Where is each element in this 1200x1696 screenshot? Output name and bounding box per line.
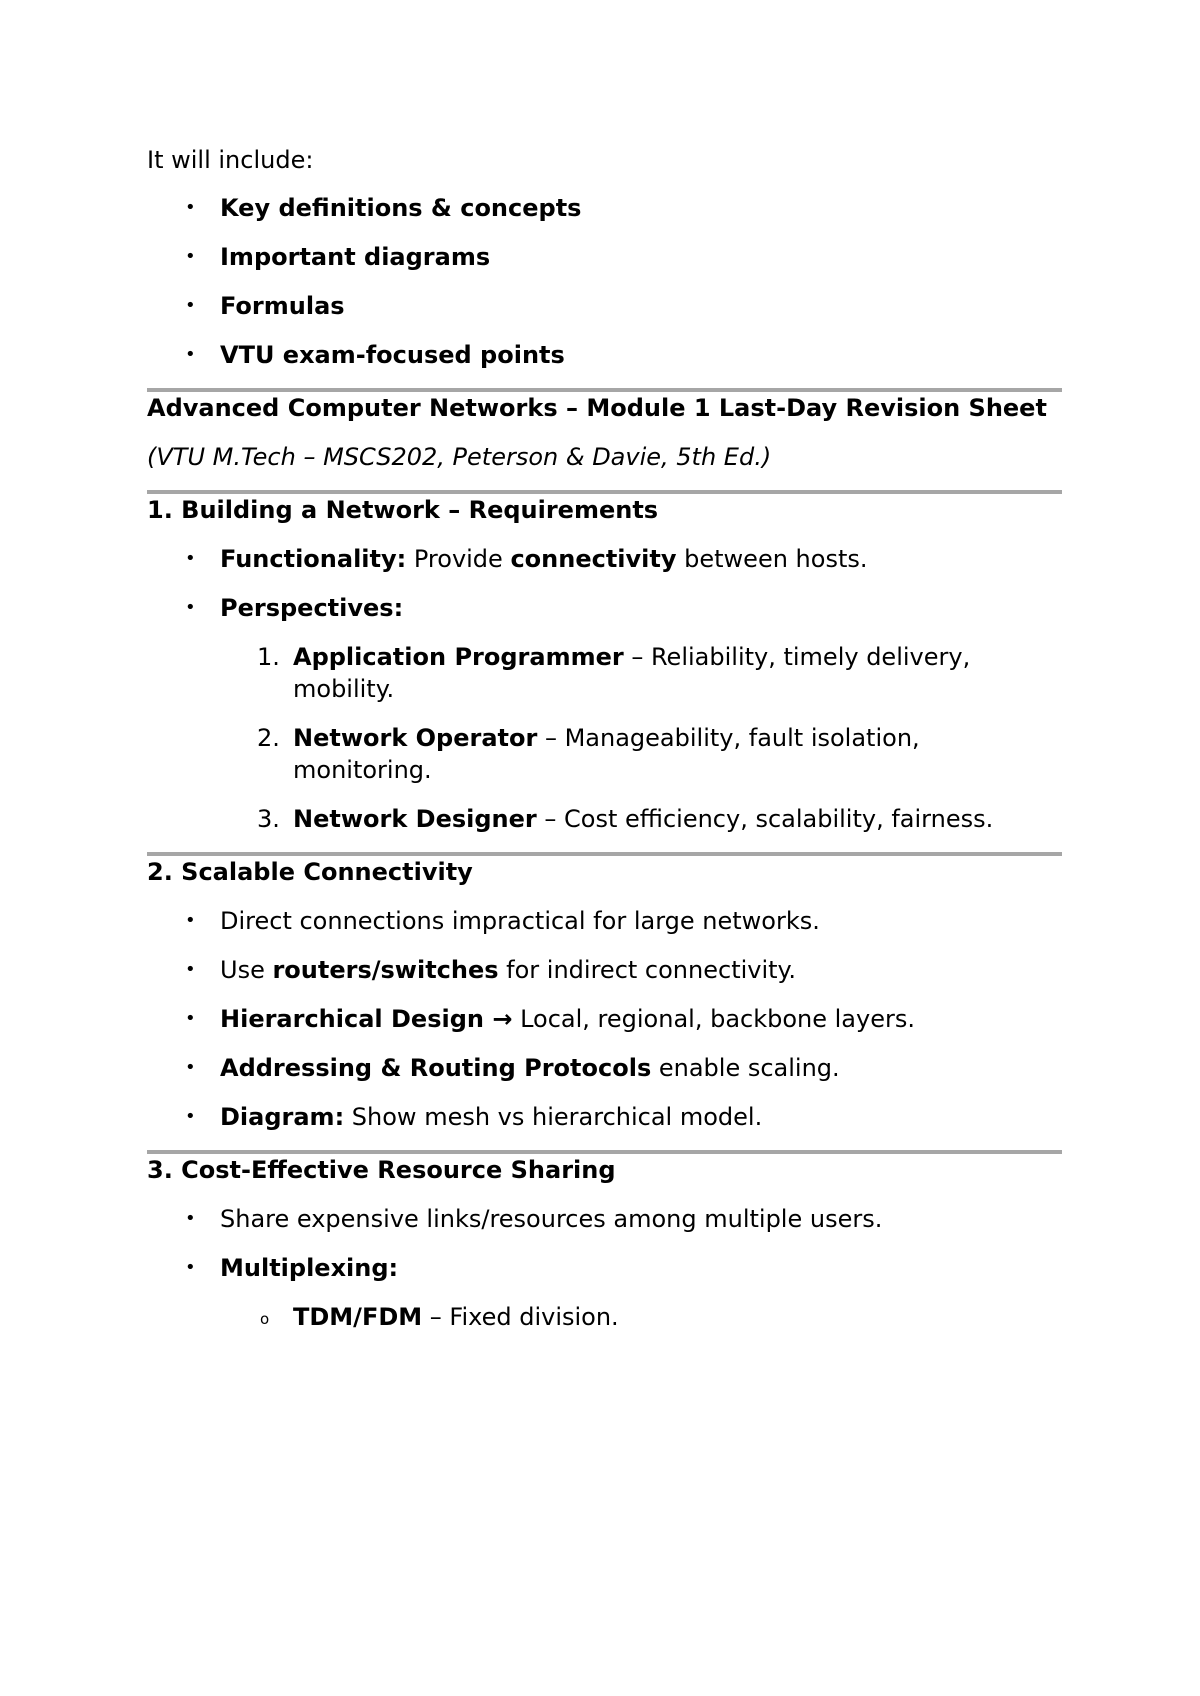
item-bold: TDM/FDM	[293, 1303, 423, 1331]
intro-item-label: VTU exam-focused points	[220, 341, 565, 369]
bullet-icon: •	[185, 246, 196, 267]
section-heading-1: 1. Building a Network – Requirements	[147, 496, 659, 524]
bullet-icon: •	[185, 1208, 196, 1229]
bullet-icon: •	[185, 1057, 196, 1078]
item-text-post: – Fixed division.	[422, 1303, 619, 1331]
perspective-role: Network Operator	[293, 724, 538, 752]
bullet-icon: •	[185, 1008, 196, 1029]
section-3-list	[147, 1203, 1062, 1333]
bullet-icon: •	[185, 1106, 196, 1127]
perspective-role: Network Designer	[293, 805, 537, 833]
bullet-icon: •	[185, 197, 196, 218]
list-item	[147, 543, 1062, 575]
bullet-icon: •	[185, 295, 196, 316]
multiplexing-label: Multiplexing:	[220, 1254, 399, 1282]
page-subtitle: (VTU M.Tech – MSCS202, Peterson & Davie, 5th Ed.)	[147, 443, 772, 471]
functionality-bold: connectivity	[510, 545, 677, 573]
item-bold: Hierarchical Design →	[220, 1005, 513, 1033]
document-page	[147, 144, 1062, 1350]
list-item	[147, 905, 1062, 937]
list-item	[147, 592, 1062, 835]
item-bold: Addressing & Routing Protocols	[220, 1054, 652, 1082]
list-item	[147, 1252, 1062, 1333]
list-item	[220, 803, 1062, 835]
item-bold: Diagram:	[220, 1103, 345, 1131]
functionality-text-post: between hosts.	[676, 545, 868, 573]
bullet-icon: •	[185, 597, 196, 618]
intro-item-label: Formulas	[220, 292, 345, 320]
bullet-icon: •	[185, 344, 196, 365]
intro-item-label: Important diagrams	[220, 243, 491, 271]
section-heading-2: 2. Scalable Connectivity	[147, 858, 473, 886]
perspective-text: – Manageability, fault isolation, monitoring.	[293, 724, 920, 784]
list-item	[220, 641, 1062, 705]
bullet-icon: •	[185, 959, 196, 980]
list-number: 3.	[257, 805, 280, 833]
item-text-post: Show mesh vs hierarchical model.	[344, 1103, 763, 1131]
list-item	[147, 1203, 1062, 1235]
perspective-text: – Reliability, timely delivery, mobility.	[293, 643, 971, 703]
list-item	[220, 1301, 1062, 1333]
item-text-pre: Use	[220, 956, 273, 984]
list-item	[147, 192, 1062, 224]
item-text: Share expensive links/resources among multiple users.	[220, 1205, 883, 1233]
section-heading-3: 3. Cost-Effective Resource Sharing	[147, 1156, 616, 1184]
multiplexing-sublist	[220, 1301, 1062, 1333]
list-item	[147, 339, 1062, 371]
item-text: Direct connections impractical for large networks.	[220, 907, 820, 935]
section-2-list	[147, 905, 1062, 1133]
item-text-post: enable scaling.	[651, 1054, 840, 1082]
list-item	[147, 1052, 1062, 1084]
perspective-text: – Cost efficiency, scalability, fairness.	[536, 805, 994, 833]
functionality-label: Functionality:	[220, 545, 407, 573]
section-1-list	[147, 543, 1062, 835]
list-item	[147, 954, 1062, 986]
perspectives-list	[220, 641, 1062, 835]
intro-text: It will include:	[147, 146, 314, 174]
list-item	[147, 1101, 1062, 1133]
page-title: Advanced Computer Networks – Module 1 Last-Day Revision Sheet	[147, 394, 1047, 422]
perspectives-label: Perspectives:	[220, 594, 404, 622]
list-number: 2.	[257, 724, 280, 752]
intro-list	[147, 192, 1062, 371]
list-item	[147, 1003, 1062, 1035]
bullet-icon: •	[185, 910, 196, 931]
list-number: 1.	[257, 643, 280, 671]
intro-item-label: Key definitions & concepts	[220, 194, 582, 222]
circle-bullet-icon: o	[260, 1310, 270, 1328]
bullet-icon: •	[185, 548, 196, 569]
perspective-role: Application Programmer	[293, 643, 624, 671]
list-item	[147, 241, 1062, 273]
item-text-post: for indirect connectivity.	[498, 956, 796, 984]
list-item	[147, 290, 1062, 322]
list-item	[220, 722, 1062, 786]
item-text-post: Local, regional, backbone layers.	[512, 1005, 915, 1033]
functionality-text-pre: Provide	[406, 545, 511, 573]
bullet-icon: •	[185, 1257, 196, 1278]
item-bold: routers/switches	[272, 956, 499, 984]
